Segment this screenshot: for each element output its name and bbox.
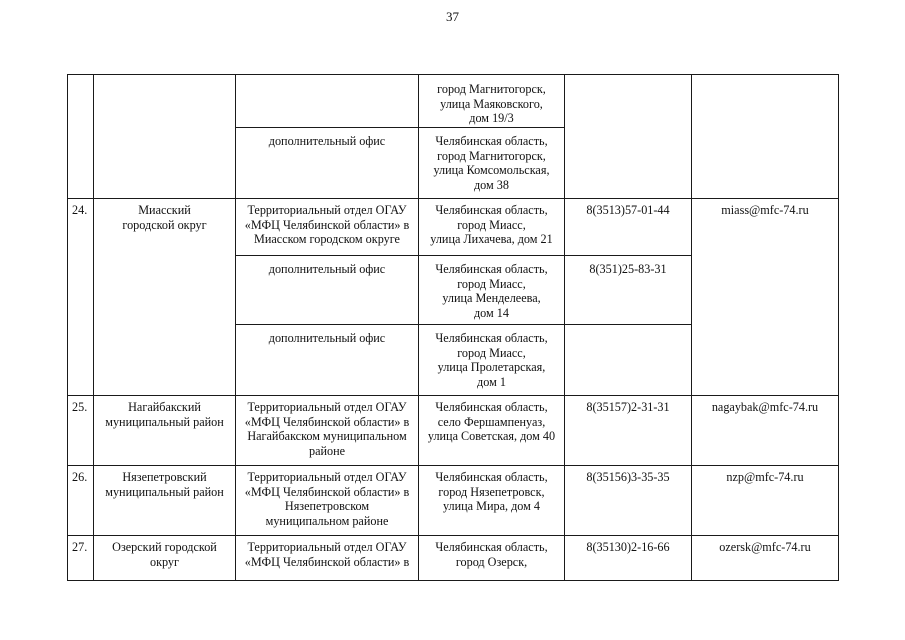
- phone-cell: [565, 75, 692, 199]
- office-name-cell: [236, 75, 419, 128]
- phone-cell: [565, 396, 692, 466]
- office-name-cell: [236, 536, 419, 581]
- office-name-line: Территориальный отдел ОГАУ: [247, 400, 407, 414]
- address-line: дом 1: [477, 374, 506, 389]
- page-number: 37: [446, 9, 459, 24]
- office-name-cell: [236, 128, 419, 199]
- district-line: городской округ: [122, 217, 207, 232]
- email-address: nagaybak@mfc-74.ru: [711, 400, 819, 414]
- row-number-cell: 26.: [68, 466, 94, 536]
- table-row: [68, 199, 839, 256]
- table-row: [68, 396, 839, 466]
- email-cell: [692, 75, 839, 199]
- office-name-line: муниципальном районе: [265, 513, 389, 528]
- address-cell: [419, 536, 565, 581]
- office-name-line: «МФЦ Челябинской области» в: [244, 554, 410, 569]
- phone-cell: [565, 325, 692, 396]
- office-name-line: Нагайбакском муниципальном: [247, 429, 407, 444]
- office-name-line: дополнительный офис: [268, 134, 386, 148]
- address-cell: [419, 396, 565, 466]
- phone-number: 8(35156)3-35-35: [586, 470, 670, 484]
- district-line: муниципальный район: [105, 414, 224, 429]
- email-cell: [692, 536, 839, 581]
- phone-cell: [565, 536, 692, 581]
- office-name-cell: [236, 466, 419, 536]
- district-line: Нагайбакский: [128, 400, 201, 414]
- email-address: ozersk@mfc-74.ru: [719, 540, 811, 554]
- office-name-line: Территориальный отдел ОГАУ: [247, 203, 407, 217]
- table-row: [68, 75, 839, 128]
- office-name-line: дополнительный офис: [268, 331, 386, 345]
- district-cell: [94, 536, 236, 581]
- email-cell: [692, 199, 839, 396]
- phone-cell: [565, 466, 692, 536]
- mfc-offices-table: [67, 74, 839, 581]
- district-cell: [94, 199, 236, 396]
- address-line: город Озерск,: [455, 554, 528, 569]
- email-cell: [692, 396, 839, 466]
- office-name-line: Территориальный отдел ОГАУ: [247, 470, 407, 484]
- office-name-line: Миасском городском округе: [254, 232, 400, 247]
- office-name-cell: [236, 199, 419, 256]
- address-line: улица Пролетарская,: [437, 360, 546, 375]
- district-cell: [94, 466, 236, 536]
- address-line: Челябинская область,: [435, 262, 548, 276]
- address-line: город Магнитогорск,: [437, 82, 546, 96]
- office-name-cell: [236, 396, 419, 466]
- address-line: улица Маяковского,: [440, 96, 543, 111]
- phone-number: 8(351)25-83-31: [589, 262, 667, 276]
- row-number-cell: 25.: [68, 396, 94, 466]
- district-line: Нязепетровский: [122, 470, 207, 484]
- address-line: улица Менделеева,: [442, 291, 541, 306]
- address-cell: [419, 256, 565, 325]
- email-address: miass@mfc-74.ru: [721, 203, 809, 217]
- address-line: село Фершампенуаз,: [437, 414, 546, 429]
- phone-number: 8(35130)2-16-66: [586, 540, 670, 554]
- office-name-cell: [236, 256, 419, 325]
- district-cell: [94, 75, 236, 199]
- address-line: улица Комсомольская,: [433, 163, 550, 178]
- district-cell: [94, 396, 236, 466]
- table-row: [68, 536, 839, 581]
- address-line: город Миасс,: [457, 345, 526, 360]
- office-name-line: «МФЦ Челябинской области» в: [244, 414, 410, 429]
- table-row: [68, 466, 839, 536]
- office-name-line: районе: [308, 443, 346, 458]
- address-line: дом 14: [473, 305, 509, 320]
- office-name-line: Нязепетровском: [284, 499, 370, 514]
- district-line: Озерский городской: [112, 540, 217, 554]
- address-line: Челябинская область,: [435, 134, 548, 148]
- address-line: Челябинская область,: [435, 331, 548, 345]
- address-line: улица Лихачева, дом 21: [430, 232, 553, 247]
- email-cell: [692, 466, 839, 536]
- address-cell: [419, 75, 565, 128]
- phone-number: 8(35157)2-31-31: [586, 400, 670, 414]
- address-line: город Миасс,: [457, 276, 526, 291]
- address-line: город Магнитогорск,: [437, 148, 546, 163]
- address-line: дом 38: [473, 177, 509, 192]
- address-line: Челябинская область,: [435, 470, 548, 484]
- phone-cell: [565, 256, 692, 325]
- address-cell: [419, 128, 565, 199]
- email-address: nzp@mfc-74.ru: [726, 470, 804, 484]
- address-cell: [419, 199, 565, 256]
- district-line: Миасский: [138, 203, 191, 217]
- district-line: муниципальный район: [105, 484, 224, 499]
- address-line: Челябинская область,: [435, 400, 548, 414]
- office-name-line: Территориальный отдел ОГАУ: [247, 540, 407, 554]
- address-line: улица Советская, дом 40: [427, 429, 556, 444]
- address-line: улица Мира, дом 4: [442, 499, 540, 514]
- address-cell: [419, 466, 565, 536]
- address-line: Челябинская область,: [435, 540, 548, 554]
- row-number-cell: [68, 75, 94, 199]
- address-line: дом 19/3: [469, 111, 514, 126]
- office-name-line: «МФЦ Челябинской области» в: [244, 217, 410, 232]
- address-line: город Миасс,: [457, 217, 526, 232]
- office-name-cell: [236, 325, 419, 396]
- district-line: округ: [149, 554, 180, 569]
- address-cell: [419, 325, 565, 396]
- office-name-line: дополнительный офис: [268, 262, 386, 276]
- phone-number: 8(3513)57-01-44: [586, 203, 670, 217]
- address-line: город Нязепетровск,: [438, 484, 545, 499]
- row-number-cell: 27.: [68, 536, 94, 581]
- address-line: Челябинская область,: [435, 203, 548, 217]
- office-name-line: «МФЦ Челябинской области» в: [244, 484, 410, 499]
- phone-cell: [565, 199, 692, 256]
- row-number-cell: 24.: [68, 199, 94, 396]
